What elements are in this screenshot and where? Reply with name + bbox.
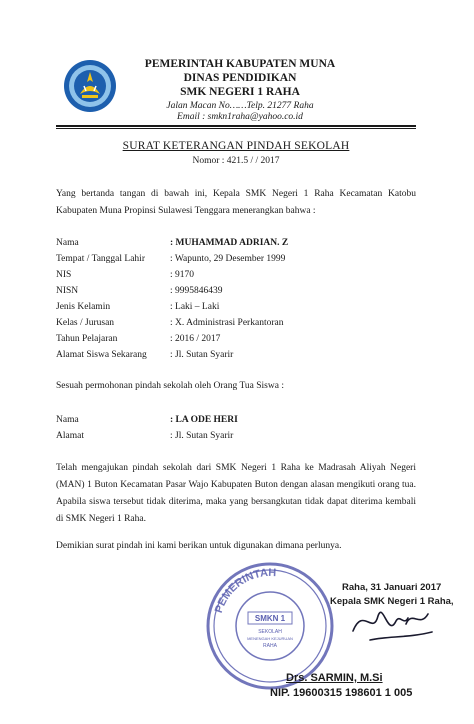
stamp-center-sub: SEKOLAH bbox=[258, 629, 282, 635]
intro-paragraph: Yang bertanda tangan di bawah ini, Kepala SMK Negeri 1 Raha Kecamatan Katobu Kabupaten Muna Propinsi Sulawesi Tenggara menerangkan bahwa : bbox=[56, 189, 416, 216]
field-label: Tahun Pelajaran bbox=[56, 334, 118, 344]
field-label: Jenis Kelamin bbox=[56, 302, 111, 312]
header-government: PEMERINTAH KABUPATEN MUNA bbox=[144, 58, 336, 70]
header-email: Email : smkn1raha@yahoo.co.id bbox=[177, 112, 303, 122]
field-value: : Wapunto, 29 Desember 1999 bbox=[170, 254, 286, 264]
field-value: : 2016 / 2017 bbox=[170, 334, 221, 344]
closing-paragraph: Demikian surat pindah ini kami berikan untuk digunakan dimana perlunya. bbox=[56, 541, 342, 551]
field-label: NIS bbox=[56, 270, 72, 280]
signature-role: Kepala SMK Negeri 1 Raha, bbox=[330, 596, 454, 607]
svg-text:PEMERINTAH bbox=[213, 567, 277, 615]
field-value: : Jl. Sutan Syarir bbox=[170, 431, 234, 441]
tut-wuri-handayani-logo-icon bbox=[62, 58, 118, 114]
field-label: NISN bbox=[56, 286, 79, 296]
field-label: Tempat / Tanggal Lahir bbox=[56, 254, 145, 264]
stamp-center-sub3: RAHA bbox=[263, 643, 277, 649]
body-paragraph: Telah mengajukan pindah sekolah dari SMK Negeri 1 Raha ke Madrasah Aliyah Negeri (MAN) 1 Buton Kecamatan Pasar Wajo Kabupaten Buton dengan alasan mengikuti orang tua. Apabila siswa tersebut tidak diterima, maka yang bersangkutan tidak dapat diterima kembali di SMK Negeri 1 Raha. bbox=[56, 463, 416, 524]
field-value: : X. Administrasi Perkantoran bbox=[170, 318, 284, 328]
field-value: : MUHAMMAD ADRIAN. Z bbox=[170, 238, 289, 248]
header-address: Jalan Macan No……Telp. 21277 Raha bbox=[166, 101, 314, 111]
header-school: SMK NEGERI 1 RAHA bbox=[180, 86, 300, 98]
parent-intro: Sesuah permohonan pindah sekolah oleh Orang Tua Siswa : bbox=[56, 381, 284, 391]
field-value: : Jl. Sutan Syarir bbox=[170, 350, 234, 360]
field-label: Nama bbox=[56, 415, 79, 425]
letter-title: SURAT KETERANGAN PINDAH SEKOLAH bbox=[122, 140, 350, 152]
field-label: Kelas / Jurusan bbox=[56, 318, 115, 328]
letter-number: Nomor : 421.5 / / 2017 bbox=[192, 156, 280, 166]
field-value: : Laki – Laki bbox=[170, 302, 220, 312]
field-label: Alamat Siswa Sekarang bbox=[56, 350, 147, 360]
header-department: DINAS PENDIDIKAN bbox=[183, 72, 297, 84]
signatory-name: Drs. SARMIN, M.Si bbox=[286, 672, 383, 684]
stamp-center-title: SMKN 1 bbox=[254, 614, 286, 623]
field-label: Nama bbox=[56, 238, 79, 248]
stamp-center-sub2: MENENGAH KEJURUAN bbox=[247, 636, 293, 641]
field-label: Alamat bbox=[56, 431, 84, 441]
signature-date: Raha, 31 Januari 2017 bbox=[342, 582, 442, 593]
header-divider-thin bbox=[56, 128, 416, 129]
field-value: : LA ODE HERI bbox=[170, 415, 238, 425]
field-value: : 9170 bbox=[170, 270, 195, 280]
field-value: : 9995846439 bbox=[170, 286, 223, 296]
stamp-ring-text: PEMERINTAH bbox=[212, 566, 277, 615]
header-divider bbox=[56, 125, 416, 127]
signatory-nip: NIP. 19600315 198601 1 005 bbox=[270, 687, 413, 699]
